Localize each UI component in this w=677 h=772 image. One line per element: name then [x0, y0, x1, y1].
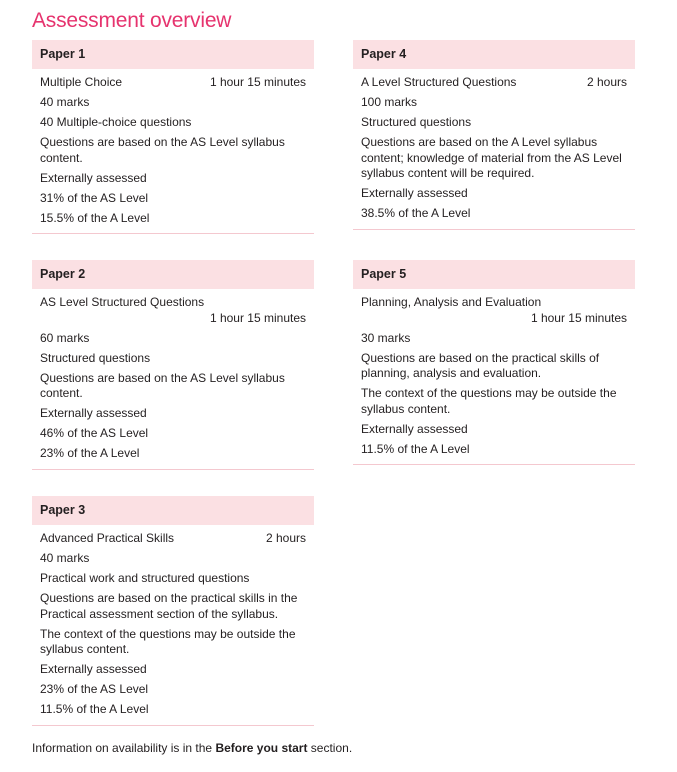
paper-details — [32, 69, 314, 234]
detail-line: 40 Multiple-choice questions — [40, 115, 192, 129]
detail-line: 40 marks — [40, 95, 90, 109]
paper-1-card — [32, 40, 314, 234]
detail-line: The context of the questions may be outside the syllabus content. — [40, 626, 296, 656]
availability-note — [32, 741, 352, 755]
paper-duration: 1 hour 15 minutes — [530, 310, 627, 325]
paper-details — [353, 289, 635, 465]
detail-line: 23% of the A Level — [40, 446, 140, 460]
paper-duration: 1 hour 15 minutes — [209, 310, 306, 325]
detail-line: Questions are based on the A Level syllabus content; knowledge of material from the AS Level syllabus content will be required. — [361, 135, 622, 180]
detail-line: 30 marks — [361, 330, 411, 345]
paper-2-card — [32, 260, 314, 470]
detail-line: Questions are based on the practical skills of planning, analysis and evaluation. — [361, 350, 600, 380]
detail-line: Structured questions — [361, 115, 472, 129]
paper-heading: Paper 3 — [32, 496, 314, 525]
detail-line: 15.5% of the A Level — [40, 210, 150, 225]
detail-line: 31% of the AS Level — [40, 190, 149, 205]
detail-line: Externally assessed — [40, 406, 147, 420]
detail-line: Questions are based on the AS Level syllabus content. — [40, 370, 285, 400]
detail-line: 23% of the AS Level — [40, 682, 149, 696]
paper-heading: Paper 2 — [32, 260, 314, 289]
detail-line: 38.5% of the A Level — [361, 206, 471, 220]
detail-line: 60 marks — [40, 330, 90, 345]
detail-line: Externally assessed — [40, 662, 147, 676]
paper-name: Multiple Choice — [40, 75, 123, 89]
detail-line: Questions are based on the AS Level syllabus content. — [40, 135, 285, 165]
detail-line: Practical work and structured questions — [40, 571, 250, 585]
detail-line: Externally assessed — [40, 170, 147, 185]
detail-line: 100 marks — [361, 95, 418, 109]
paper-details — [32, 525, 314, 726]
paper-name: Advanced Practical Skills — [40, 531, 175, 545]
paper-heading: Paper 4 — [353, 40, 635, 69]
detail-line: 46% of the AS Level — [40, 426, 149, 440]
paper-duration: 1 hour 15 minutes — [209, 75, 306, 89]
detail-line: 40 marks — [40, 551, 90, 565]
footer-suffix: section. — [307, 741, 353, 755]
paper-heading: Paper 5 — [353, 260, 635, 289]
detail-line: The context of the questions may be outside the syllabus content. — [361, 386, 617, 416]
detail-line: 11.5% of the A Level — [40, 702, 149, 716]
detail-line: 11.5% of the A Level — [361, 441, 470, 456]
paper-4-card — [353, 40, 635, 230]
paper-heading: Paper 1 — [32, 40, 314, 69]
paper-5-card — [353, 260, 635, 465]
paper-details — [32, 289, 314, 470]
detail-line: Externally assessed — [361, 186, 468, 200]
page-title: Assessment overview — [32, 9, 232, 32]
paper-name: A Level Structured Questions — [361, 75, 517, 89]
footer-prefix: Information on availability is in the — [32, 741, 216, 755]
paper-duration: 2 hours — [586, 75, 627, 89]
paper-details — [353, 69, 635, 230]
detail-line: Externally assessed — [361, 421, 468, 436]
paper-3-card — [32, 496, 314, 726]
before-you-start-reference: Before you start — [215, 741, 308, 755]
detail-line: Questions are based on the practical skills in the Practical assessment section of the syllabus. — [40, 591, 298, 621]
paper-duration: 2 hours — [265, 531, 306, 545]
detail-line: Structured questions — [40, 350, 151, 365]
paper-name: Planning, Analysis and Evaluation — [361, 295, 542, 309]
paper-name: AS Level Structured Questions — [40, 295, 205, 309]
